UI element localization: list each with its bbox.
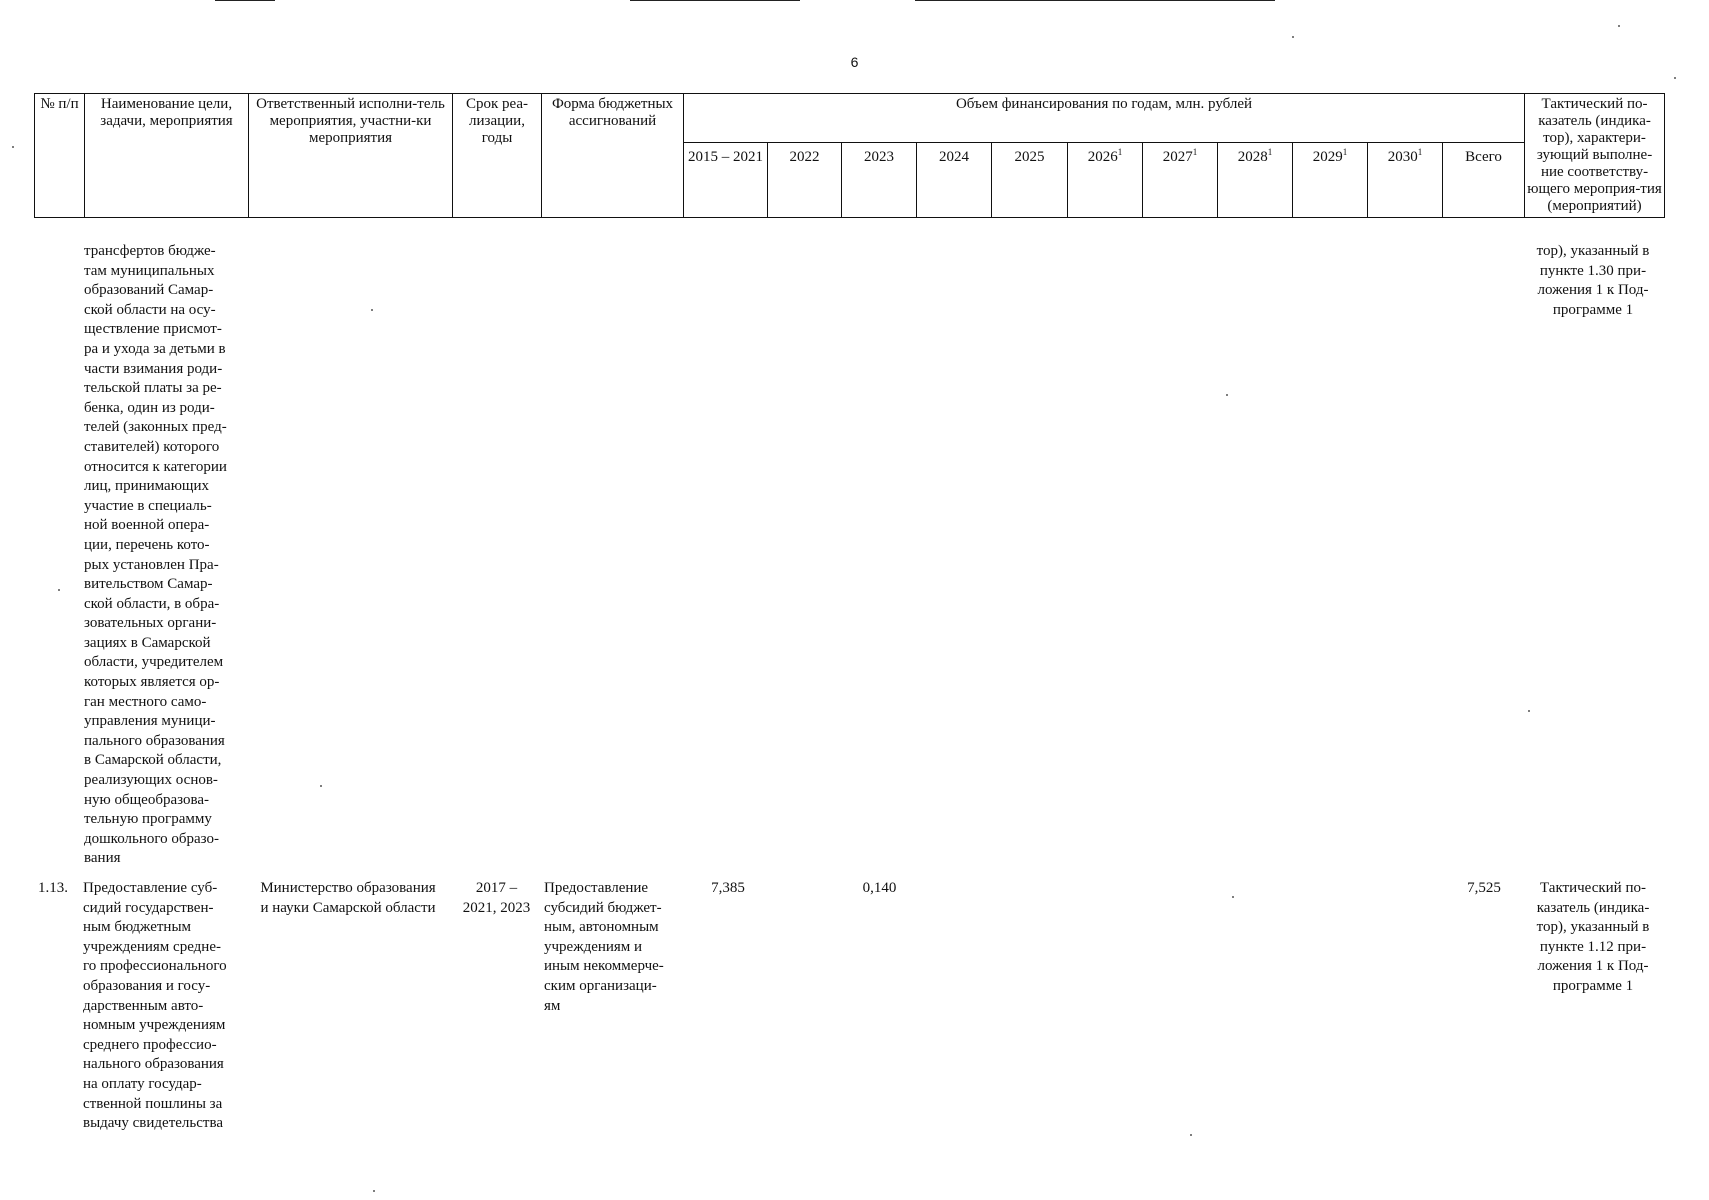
- header-year-2022: 2022: [768, 143, 842, 218]
- text-line: на оплату государ-: [83, 1075, 202, 1092]
- scan-speck: [320, 785, 322, 787]
- text-line: ции, перечень кото-: [84, 536, 210, 553]
- text-line: дарственным авто-: [83, 997, 204, 1014]
- text-line: нального образования: [83, 1056, 224, 1073]
- text-line: ра и ухода за детьми в: [84, 340, 226, 357]
- text-line: бенка, один из роди-: [84, 399, 215, 416]
- scan-speck: [1292, 36, 1294, 38]
- header-year-2027: 2027$^1$: [1143, 143, 1218, 218]
- row-1-13-value-2023: 0,140: [862, 880, 897, 896]
- text-line: части взимания роди-: [84, 360, 223, 377]
- text-line: области, учредителем: [84, 654, 224, 671]
- page-number: 6: [850, 54, 859, 70]
- continued-description: [84, 242, 254, 869]
- header-year-2029: 2029$^1$: [1293, 143, 1368, 218]
- text-line: ным бюджетным: [83, 919, 192, 936]
- text-line: ложения 1 к Под-: [1537, 282, 1649, 299]
- row-1-13-indicator: [1522, 879, 1664, 997]
- text-line: в Самарской области,: [84, 752, 222, 769]
- scan-artifact-line: [915, 0, 1275, 1]
- text-line: учреждениям и: [544, 938, 643, 955]
- text-line: Предоставление суб-: [83, 880, 218, 896]
- text-line: программе 1: [1552, 301, 1634, 318]
- scan-speck: [371, 309, 373, 311]
- header-form: Форма бюджетных ассигнований: [542, 94, 684, 218]
- scan-speck: [1190, 1134, 1192, 1136]
- text-line: казатель (индика-: [1536, 899, 1650, 916]
- text-line: сидий государствен-: [83, 899, 214, 916]
- text-line: зовательных органи-: [84, 615, 217, 632]
- row-1-13-executor: [246, 879, 450, 918]
- text-line: пункте 1.30 при-: [1539, 262, 1647, 279]
- text-line: ставителей) которого: [84, 438, 220, 455]
- header-year-2023: 2023: [842, 143, 917, 218]
- text-line: лиц, принимающих: [84, 478, 209, 495]
- scan-speck: [12, 146, 14, 148]
- text-line: Министерство образования: [260, 880, 436, 896]
- text-line: вительством Самар-: [84, 576, 213, 593]
- text-line: тельную программу: [84, 811, 212, 828]
- text-line: ской области, в обра-: [84, 595, 220, 612]
- header-total: Всего: [1443, 143, 1525, 218]
- text-line: образования и госу-: [83, 977, 211, 994]
- header-year-2030: 2030$^1$: [1368, 143, 1443, 218]
- scan-speck: [1226, 394, 1228, 396]
- text-line: там муниципальных: [84, 262, 215, 279]
- text-line: субсидий бюджет-: [544, 899, 662, 916]
- header-term: Срок реа-лизации, годы: [453, 94, 542, 218]
- text-line: ственной пошлины за: [83, 1095, 223, 1112]
- text-line: относится к категории: [84, 458, 227, 475]
- continued-indicator: [1522, 242, 1664, 320]
- text-line: участие в специаль-: [84, 497, 212, 514]
- header-year-2028: 2028$^1$: [1218, 143, 1293, 218]
- text-line: тельской платы за ре-: [84, 380, 222, 397]
- row-1-13-value-2015-2021: 7,385: [711, 880, 745, 896]
- scan-artifact-line: [630, 0, 800, 1]
- text-line: ным, автономным: [544, 919, 659, 936]
- scan-speck: [1528, 710, 1530, 712]
- text-line: ган местного само-: [84, 693, 207, 710]
- row-1-13-form: [544, 879, 684, 1016]
- scan-speck: [1674, 77, 1676, 79]
- text-line: среднего профессио-: [83, 1036, 217, 1053]
- scan-artifact-line: [215, 0, 275, 1]
- header-indicator: Тактический по-казатель (индика-тор), характери-зующий выполне-ние соответству-ющего мероприя-тия (мероприятий): [1525, 94, 1665, 218]
- text-line: пального образования: [84, 732, 225, 749]
- table-header: [34, 93, 1665, 218]
- text-line: зациях в Самарской: [84, 634, 211, 651]
- text-line: ям: [544, 997, 561, 1014]
- text-line: образований Самар-: [84, 282, 214, 299]
- row-1-13-term: [452, 879, 541, 918]
- scan-speck: [58, 589, 60, 591]
- text-line: и науки Самарской области: [260, 899, 436, 916]
- text-line: рых установлен Пра-: [84, 556, 219, 573]
- text-line: выдачу свидетельства: [83, 1115, 223, 1132]
- text-line: тор), указанный в: [1536, 919, 1650, 936]
- header-year-2024: 2024: [917, 143, 992, 218]
- text-line: ной военной опера-: [84, 517, 210, 534]
- text-line: пункте 1.12 при-: [1539, 938, 1647, 955]
- text-line: ской области на осу-: [84, 301, 216, 318]
- text-line: иным некоммерче-: [544, 958, 664, 975]
- text-line: тор), указанный в: [1536, 243, 1650, 259]
- text-line: 2021, 2023: [462, 899, 531, 916]
- text-line: телей (законных пред-: [84, 419, 227, 436]
- header-year-2015-2021: 2015 – 2021: [684, 143, 768, 218]
- text-line: ским организаци-: [544, 977, 657, 994]
- text-line: 2017 –: [475, 880, 518, 896]
- scan-speck: [1232, 896, 1234, 898]
- text-line: дошкольного образо-: [84, 830, 220, 847]
- scan-speck: [373, 1190, 375, 1192]
- header-year-2025: 2025: [992, 143, 1068, 218]
- text-line: реализующих основ-: [84, 772, 218, 789]
- text-line: трансфертов бюдже-: [84, 243, 216, 259]
- header-year-2026: 2026$^1$: [1068, 143, 1143, 218]
- header-funding: Объем финансирования по годам, млн. рублей: [684, 94, 1525, 143]
- text-line: Предоставление: [544, 880, 649, 896]
- text-line: номным учреждениям: [83, 1017, 226, 1034]
- header-name: Наименование цели, задачи, мероприятия: [85, 94, 249, 218]
- text-line: ществление присмот-: [84, 321, 222, 338]
- row-1-13-number: 1.13.: [38, 880, 68, 896]
- text-line: ную общеобразова-: [84, 791, 209, 808]
- text-line: которых является ор-: [84, 674, 220, 691]
- row-1-13-total: 7,525: [1467, 880, 1501, 896]
- text-line: учреждениям средне-: [83, 938, 221, 955]
- text-line: го профессионального: [83, 958, 227, 975]
- text-line: Тактический по-: [1540, 880, 1646, 896]
- header-executor: Ответственный исполни-тель мероприятия, участни-ки мероприятия: [249, 94, 453, 218]
- text-line: программе 1: [1552, 977, 1634, 994]
- header-number: № п/п: [35, 94, 85, 218]
- text-line: вания: [84, 850, 121, 867]
- scan-speck: [1618, 25, 1620, 27]
- text-line: ложения 1 к Под-: [1537, 958, 1649, 975]
- row-1-13-description: [83, 879, 253, 1134]
- text-line: управления муници-: [84, 713, 216, 730]
